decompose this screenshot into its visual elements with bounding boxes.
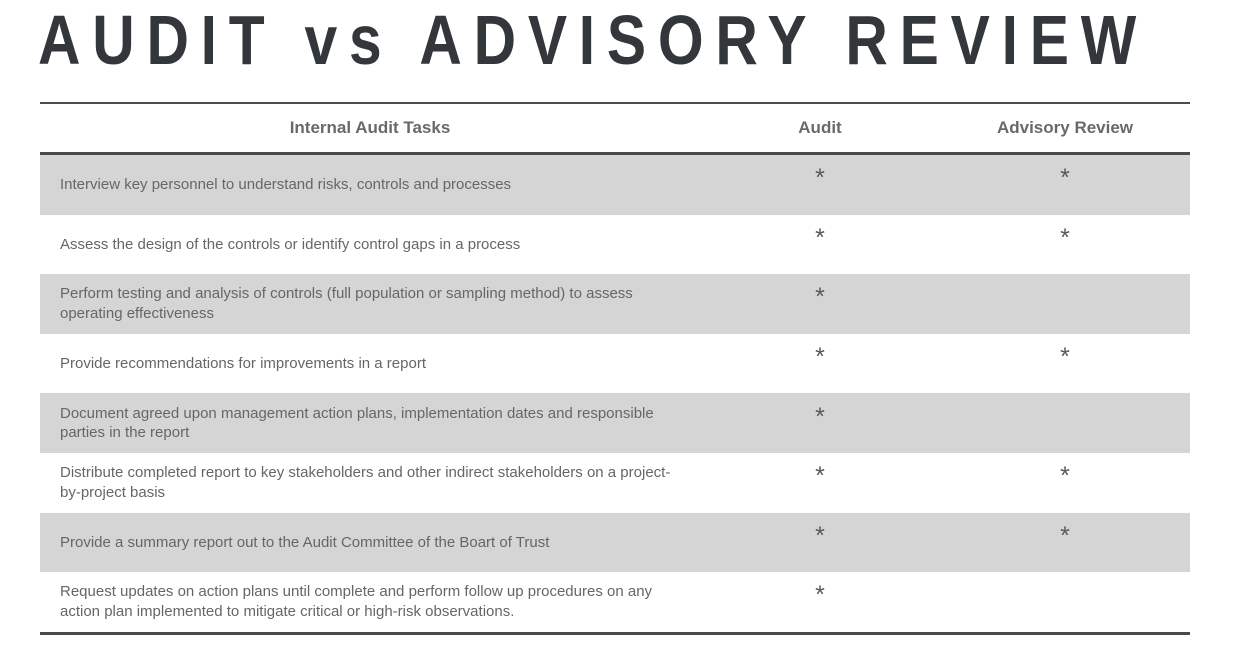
task-text: Provide a summary report out to the Audit Committee of the Boart of Trust — [60, 533, 550, 551]
audit-mark: * — [815, 164, 825, 193]
table-row — [40, 572, 1190, 632]
comparison-table — [40, 102, 1190, 635]
table-row — [40, 334, 1190, 394]
advisory-mark: * — [1060, 223, 1070, 252]
table-row — [40, 513, 1190, 573]
audit-mark: * — [815, 223, 825, 252]
task-text: Document agreed upon management action plans, implementation dates and responsible parties in the report — [60, 404, 654, 442]
advisory-mark: * — [1060, 343, 1070, 372]
task-text: Interview key personnel to understand risks, controls and processes — [60, 176, 512, 194]
page-title: AUDIT vs ADVISORY REVIEW — [38, 1, 1148, 79]
table-row — [40, 215, 1190, 275]
audit-mark: * — [815, 283, 825, 312]
table-header-row — [40, 104, 1190, 152]
table-bottom-rule — [40, 632, 1190, 635]
advisory-mark: * — [1060, 462, 1070, 491]
table-row — [40, 453, 1190, 513]
advisory-mark — [940, 587, 1190, 616]
task-text: Request updates on action plans until complete and perform follow up procedures on any action plan implemented to mitigate critical or high-risk observations. — [60, 583, 653, 620]
table-row — [40, 393, 1190, 453]
table-row — [40, 274, 1190, 334]
audit-mark: * — [815, 343, 825, 372]
task-text: Perform testing and analysis of controls (full population or sampling method) to assess operating effectiveness — [60, 285, 633, 322]
audit-mark: * — [815, 402, 825, 431]
column-header-audit: Audit — [798, 118, 842, 137]
advisory-mark: * — [1060, 164, 1070, 193]
advisory-mark — [940, 409, 1190, 438]
advisory-mark: * — [1060, 521, 1070, 550]
task-text: Provide recommendations for improvements in a report — [60, 354, 426, 372]
column-header-tasks: Internal Audit Tasks — [289, 118, 451, 137]
table-row — [40, 155, 1190, 215]
column-header-advisory-review: Advisory Review — [996, 118, 1134, 137]
task-text: Distribute completed report to key stakeholders and other indirect stakeholders on a project-by-project basis — [60, 464, 671, 501]
task-text: Assess the design of the controls or identify control gaps in a process — [60, 235, 521, 253]
advisory-mark — [940, 289, 1190, 318]
audit-mark: * — [815, 521, 825, 550]
audit-mark: * — [815, 462, 825, 491]
audit-mark: * — [815, 581, 825, 610]
